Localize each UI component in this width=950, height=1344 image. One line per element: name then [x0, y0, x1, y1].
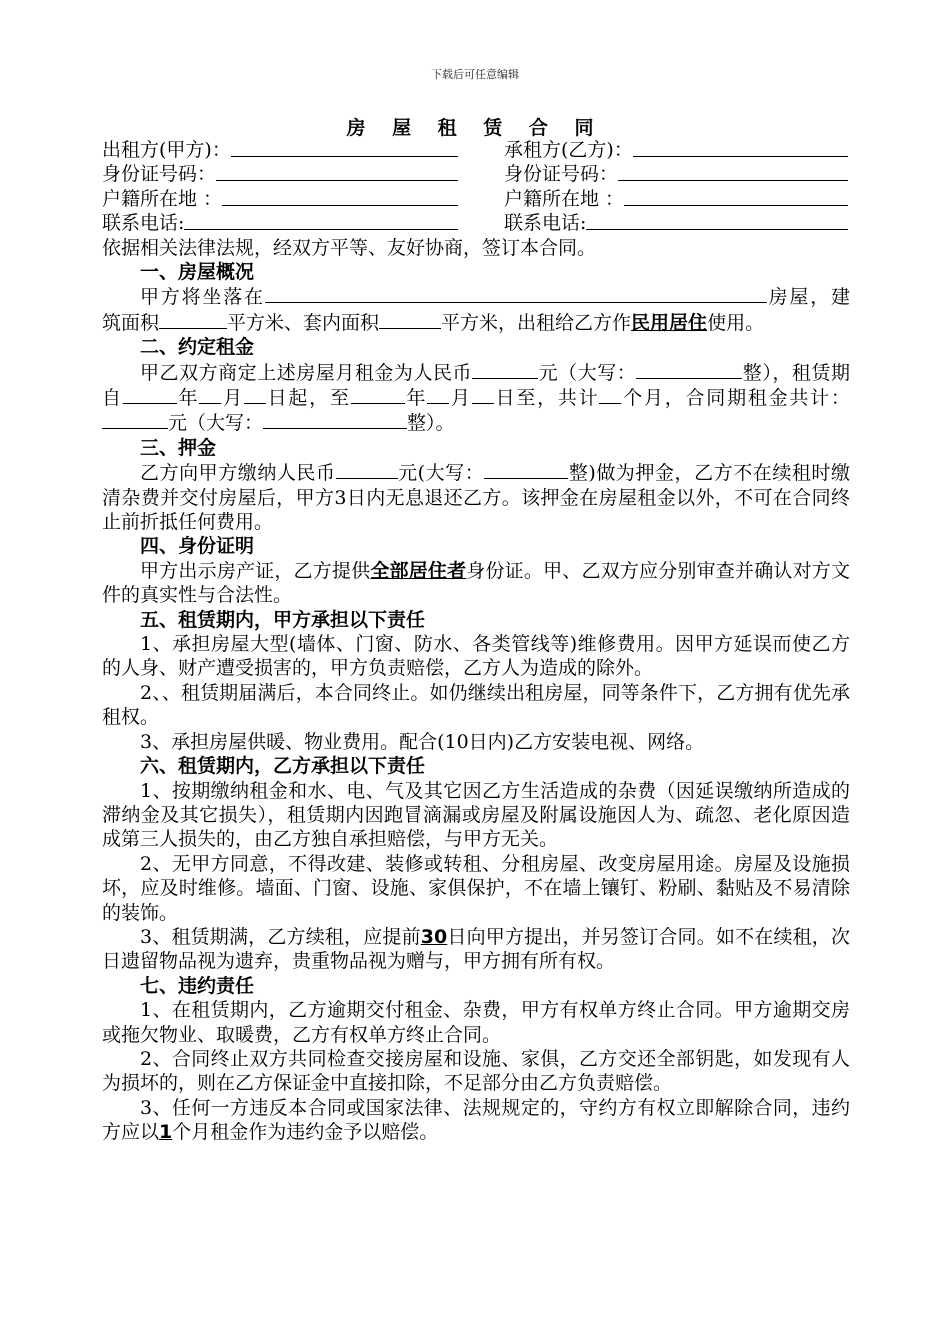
section-1-paragraph	[102, 284, 850, 335]
deposit-blank[interactable]	[336, 460, 398, 479]
start-day-blank[interactable]	[244, 385, 266, 404]
lessor-id-blank[interactable]	[216, 162, 458, 181]
lessor-phone-label: 联系电话:	[102, 212, 185, 235]
s6-item3-text-a: 3、租赁期满，乙方续租，应提前	[140, 925, 421, 948]
s4-text-b: 身份证。甲、乙双方应分别审查并确认对方文件的真实性与合法性。	[102, 559, 850, 607]
penalty-months-emphasis: 1	[159, 1121, 173, 1144]
lessee-id-blank[interactable]	[618, 162, 848, 181]
header-note: 下载后可任意编辑	[431, 68, 519, 81]
s3-text-a: 乙方向甲方缴纳人民币	[140, 462, 336, 485]
section-7-heading: 七、违约责任	[140, 974, 255, 997]
lessor-phone-blank[interactable]	[184, 211, 458, 230]
s1-text-a: 甲方将坐落在	[140, 286, 265, 309]
usage-emphasis: 民用居住	[631, 311, 708, 334]
section-6-item-2: 2、无甲方同意，不得改建、装修或转租、分租房屋、改变房屋用途。房屋及设施损坏，应及时维修。墙面、门窗、设施、家俱保护，不在墙上镶钉、粉刷、黏贴及不易清除的装饰。	[102, 852, 850, 924]
lessee-phone-blank[interactable]	[586, 211, 848, 230]
s2-text-j: 个月，合同期租金共计：	[621, 387, 850, 409]
s2-text-f: 日起，至	[265, 387, 351, 409]
lessee-hukou-label: 户籍所在地 ：	[504, 187, 625, 210]
total-rent-blank[interactable]	[102, 410, 168, 429]
s2-text-e: 月	[221, 387, 244, 409]
lessee-phone-label: 联系电话:	[504, 212, 587, 235]
party-row-phone	[102, 211, 850, 235]
s2-text-l: 整）。	[407, 412, 455, 435]
s2-text-h: 月	[449, 387, 472, 409]
section-4-paragraph	[102, 559, 850, 608]
s6-item3-text-b: 日向甲方提出，并另签订合同。如不在续租，次日遗留物品视为遗弃，贵重物品视为赠与，甲方拥有所有权。	[102, 925, 850, 973]
monthly-rent-blank[interactable]	[472, 360, 538, 379]
end-year-blank[interactable]	[351, 385, 405, 404]
section-6-item-3	[102, 925, 850, 974]
start-month-blank[interactable]	[199, 385, 221, 404]
s1-text-d: 平方米，出租给乙方作	[441, 311, 632, 334]
s2-text-i: 日至，共计	[493, 387, 600, 409]
contract-title: 房 屋 租 赁 合 同	[346, 117, 604, 139]
section-5-heading: 五、租赁期内，甲方承担以下责任	[140, 608, 426, 631]
lessor-hukou-blank[interactable]	[222, 187, 458, 206]
intro-paragraph: 依据相关法律法规，经双方平等、友好协商，签订本合同。	[102, 236, 597, 259]
monthly-rent-words-blank[interactable]	[636, 360, 742, 379]
s1-text-c: 平方米、套内面积	[227, 311, 380, 334]
section-3-paragraph	[102, 460, 850, 534]
party-row-hukou	[102, 187, 850, 211]
section-4-heading: 四、身份证明	[140, 535, 255, 558]
notice-days-emphasis: 30	[420, 925, 448, 948]
section-7-item-3	[102, 1096, 850, 1145]
section-2-heading: 二、约定租金	[140, 336, 255, 359]
lessor-hukou-label: 户籍所在地 ：	[102, 187, 223, 210]
address-blank[interactable]	[265, 284, 767, 303]
section-5-item-3: 3、承担房屋供暖、物业费用。配合(10日内)乙方安装电视、网络。	[140, 730, 705, 753]
months-blank[interactable]	[599, 385, 621, 404]
lessee-hukou-blank[interactable]	[624, 187, 848, 206]
area-blank[interactable]	[159, 310, 227, 329]
party-row-name	[102, 138, 850, 162]
s2-text-g: 年	[404, 387, 428, 409]
s4-text-a: 甲方出示房产证，乙方提供	[140, 559, 371, 582]
s3-text-c: 整)做为押金，乙方不在续租时缴清杂费并交付房屋后，甲方3日内无息退还乙方。该押金在房屋租金以外，不可在合同终止前折抵任何费用。	[102, 462, 850, 534]
section-6-heading: 六、租赁期内，乙方承担以下责任	[140, 755, 426, 778]
end-day-blank[interactable]	[472, 385, 494, 404]
section-7-item-1: 1、在租赁期内，乙方逾期交付租金、杂费，甲方有权单方终止合同。甲方逾期交房或拖欠物业、取暖费，乙方有权单方终止合同。	[102, 999, 850, 1046]
end-month-blank[interactable]	[427, 385, 449, 404]
total-rent-words-blank[interactable]	[263, 410, 407, 429]
deposit-words-blank[interactable]	[484, 460, 568, 479]
s1-text-b: 房屋，建筑面积	[102, 286, 850, 334]
lessor-name-blank[interactable]	[231, 138, 458, 157]
inner-area-blank[interactable]	[379, 310, 441, 329]
section-5-item-2: 2、、租赁期届满后，本合同终止。如仍继续出租房屋，同等条件下，乙方拥有优先承租权。	[102, 681, 850, 729]
s7-item3-text-b: 个月租金作为违约金予以赔偿。	[172, 1121, 439, 1144]
s2-text-c: 整），租赁期自	[102, 361, 850, 409]
lessor-label: 出租方(甲方)：	[102, 139, 231, 161]
s2-text-d: 年	[176, 387, 200, 409]
section-7-item-2: 2、合同终止双方共同检查交接房屋和设施、家俱，乙方交还全部钥匙，如发现有人为损坏的，则在乙方保证金中直接扣除，不足部分由乙方负责赔偿。	[102, 1047, 850, 1095]
start-year-blank[interactable]	[123, 385, 177, 404]
lessee-id-label: 身份证号码：	[504, 163, 619, 186]
party-row-id	[102, 162, 850, 186]
section-2-paragraph	[102, 360, 850, 436]
s2-text-k: 元（大写：	[168, 412, 264, 435]
s1-text-e: 使用。	[707, 311, 765, 334]
s2-text-b: 元（大写：	[538, 361, 637, 384]
s7-item3-text-a: 3、任何一方违反本合同或国家法律、法规规定的，守约方有权立即解除合同，违约方应以	[102, 1096, 850, 1144]
section-1-heading: 一、房屋概况	[140, 260, 255, 283]
s2-text-a: 甲乙双方商定上述房屋月租金为人民币	[140, 361, 473, 384]
section-3-heading: 三、押金	[140, 436, 217, 459]
section-5-item-1: 1、承担房屋大型(墙体、门窗、防水、各类管线等)维修费用。因甲方延误而使乙方的人身、财产遭受损害的，甲方负责赔偿，乙方人为造成的除外。	[102, 633, 850, 680]
lessee-label: 承租方(乙方)：	[504, 139, 633, 161]
contract-body	[102, 138, 850, 1145]
s3-text-b: 元(大写：	[397, 462, 485, 485]
section-6-item-1: 1、按期缴纳租金和水、电、气及其它因乙方生活造成的杂费（因延误缴纳所造成的滞纳金及其它损失），租赁期内因跑冒滴漏或房屋及附属设施因人为、疏忽、老化原因造成第三人损失的，由乙方独自承担赔偿，与甲方无关。	[102, 779, 850, 851]
lessor-id-label: 身份证号码：	[102, 163, 217, 186]
all-residents-emphasis: 全部居住者	[370, 559, 467, 582]
lessee-name-blank[interactable]	[633, 138, 848, 157]
